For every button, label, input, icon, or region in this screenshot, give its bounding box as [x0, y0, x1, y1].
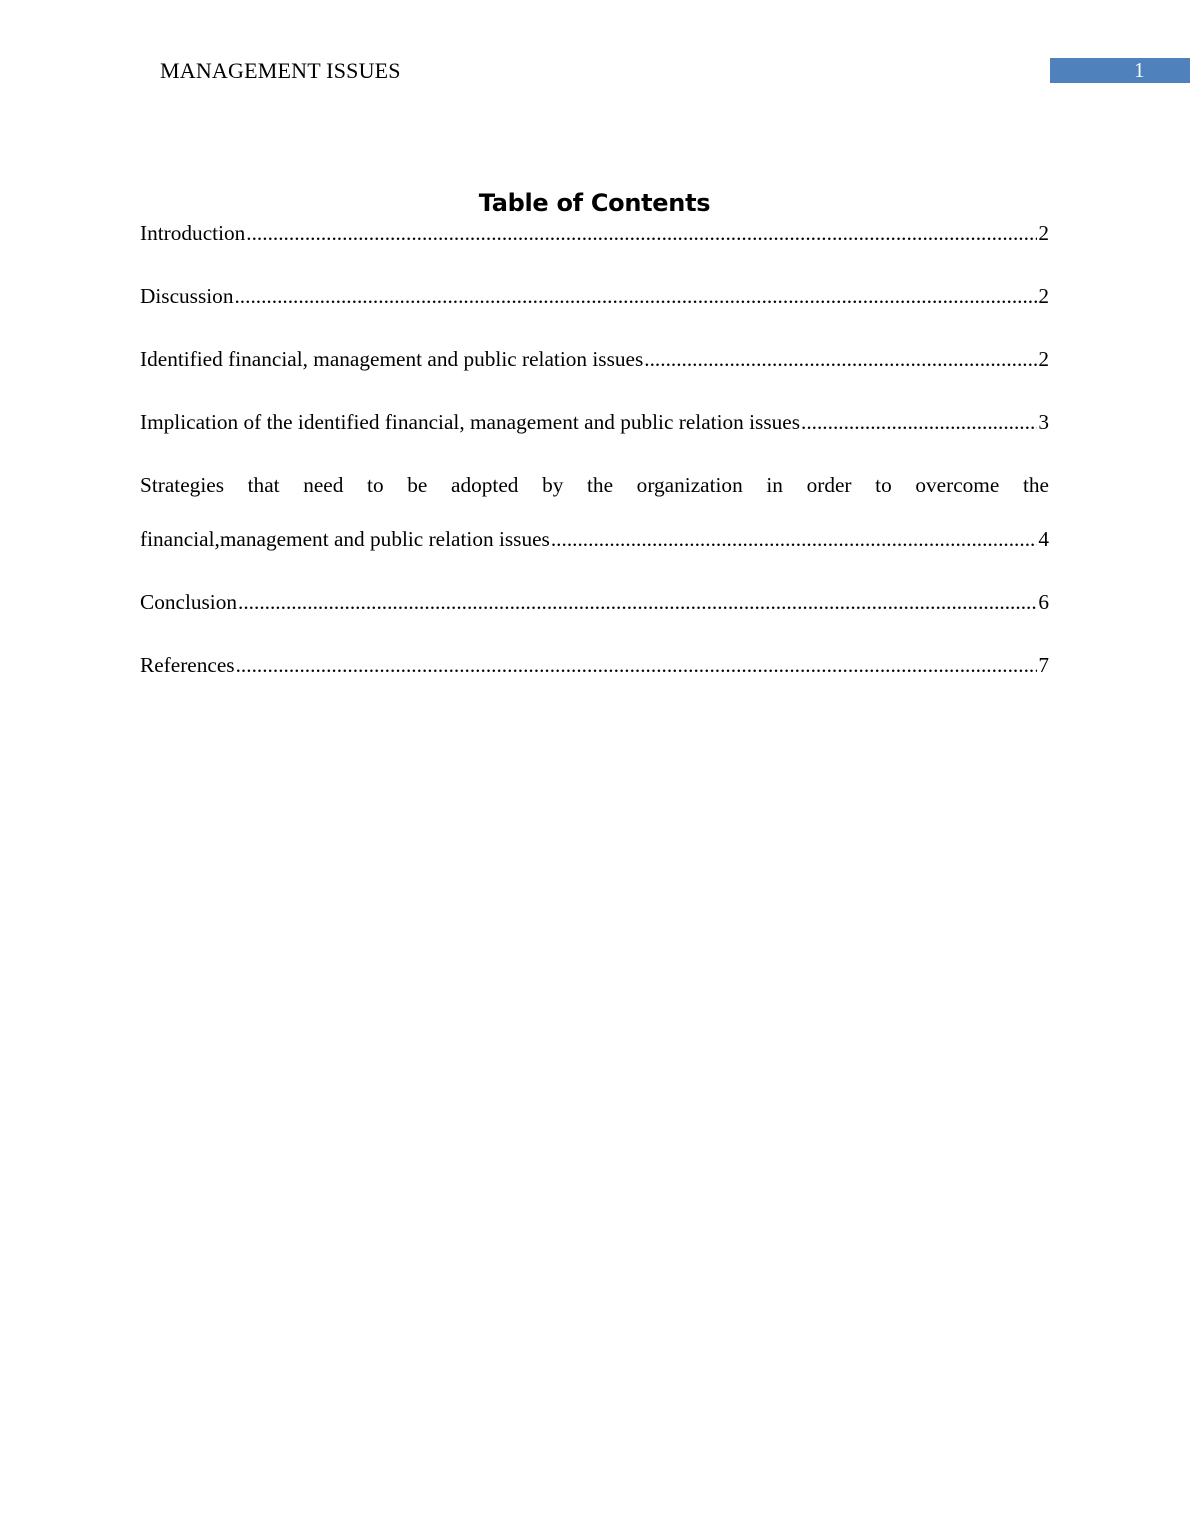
- toc-entry-label-line2: financial,management and public relation issues: [140, 527, 550, 551]
- toc-entry-line2: [140, 524, 1049, 554]
- toc-list: [140, 218, 1049, 680]
- toc-entry-references[interactable]: [140, 650, 1049, 680]
- toc-entry-label: References: [140, 653, 235, 677]
- toc-entry-implication[interactable]: [140, 407, 1049, 437]
- page-number-badge: [1050, 58, 1190, 83]
- toc-entry-page: 7: [1038, 653, 1049, 677]
- dot-leader: [644, 344, 1037, 374]
- dot-leader: [801, 407, 1037, 437]
- toc-entry-page: 2: [1038, 284, 1049, 308]
- page-number: 1: [1134, 58, 1145, 82]
- table-of-contents: [140, 183, 1049, 713]
- toc-entry-label: Implication of the identified financial, management and public relation issues: [140, 410, 800, 434]
- toc-entry-page: 3: [1038, 410, 1049, 434]
- toc-entry-label: Discussion: [140, 284, 234, 308]
- toc-entry-label: Identified financial, management and public relation issues: [140, 347, 644, 371]
- toc-entry-page: 2: [1038, 347, 1049, 371]
- dot-leader: [238, 587, 1037, 617]
- dot-leader: [246, 218, 1037, 248]
- toc-entry-discussion[interactable]: [140, 281, 1049, 311]
- toc-entry-label: Introduction: [140, 221, 246, 245]
- toc-entry-label-line1: Strategies that need to be adopted by the organization in order to overcome the: [140, 473, 1049, 497]
- toc-entry-conclusion[interactable]: [140, 587, 1049, 617]
- toc-entry-label: Conclusion: [140, 590, 238, 614]
- toc-entry-page: 6: [1038, 590, 1049, 614]
- toc-entry-identified-issues[interactable]: [140, 344, 1049, 374]
- toc-entry-page: 2: [1038, 221, 1049, 245]
- toc-title: Table of Contents: [478, 189, 711, 217]
- dot-leader: [551, 524, 1038, 554]
- running-head: MANAGEMENT ISSUES: [160, 58, 401, 83]
- dot-leader: [236, 650, 1038, 680]
- toc-entry-strategies[interactable]: [140, 470, 1049, 554]
- toc-entry-introduction[interactable]: [140, 218, 1049, 248]
- toc-entry-page: 4: [1038, 527, 1049, 551]
- dot-leader: [234, 281, 1037, 311]
- page-header: [0, 0, 1190, 100]
